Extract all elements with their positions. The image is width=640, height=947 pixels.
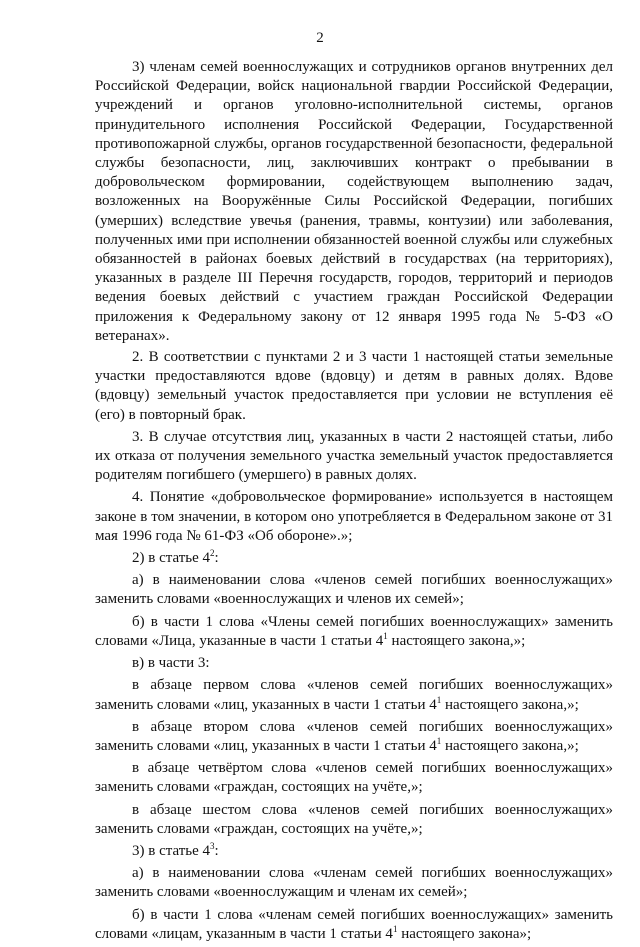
paragraph: в) в части 3: [132, 655, 210, 672]
paragraph: а) в наименовании слова «членов семей погибших военнослужащих» заменить словами «военнослужащих и членов их семей»; [95, 572, 613, 608]
paragraph: в абзаце первом слова «членов семей погибших военнослужащих» заменить словами «лиц, указанных в части 1 статьи $4^1$ настоящего закона,»; [95, 677, 613, 713]
paragraph: в абзаце четвёртом слова «членов семей погибших военнослужащих» заменить словами «граждан, состоящих на учёте,»; [95, 760, 613, 796]
document-body [95, 58, 613, 947]
page-number: 2 [316, 30, 324, 46]
paragraph: 4. Понятие «добровольческое формирование» используется в настоящем законе в том значении, в котором оно употребляется в Федеральном законе от 31 мая 1996 года № 61-ФЗ «Об обороне».»; [95, 489, 613, 544]
paragraph: а) в наименовании слова «членам семей погибших военнослужащих» заменить словами «военнослужащим и членам их семей»; [95, 865, 613, 901]
paragraph: 3) членам семей военнослужащих и сотрудников органов внутренних дел Российской Федерации, войск национальной гвардии Российской Федерации, учреждений и органов уголовно-исполнительной системы, органов принудительного исполнения Российской Федерации, Государственной противопожарной службы, органов государственной безопасности, федеральной службы безопасности, лиц, заключивших контракт о пребывании в добровольческом формировании, содействующем выполнению задач, возложенных на Вооружённые Силы Российской Федерации, погибших (умерших) вследствие увечья (ранения, травмы, контузии) или заболевания, полученных ими при исполнении обязанностей военной службы или служебных обязанностей в районах боевых действий в государствах (на территориях), указанных в разделе III Перечня государств, городов, территорий и периодов ведения боевых действий с участием граждан Российской Федерации приложения к Федеральному закону от 12 января 1995 года № 5-ФЗ «О ветеранах». [95, 59, 613, 344]
paragraph: 2) в статье $4^2$: [132, 548, 219, 567]
paragraph: 3) в статье $4^3$: [132, 840, 219, 859]
paragraph: в абзаце шестом слова «членов семей погибших военнослужащих» заменить словами «граждан, состоящих на учёте,»; [95, 801, 613, 837]
paragraph: в абзаце втором слова «членов семей погибших военнослужащих» заменить словами «лиц, указанных в части 1 статьи $4^1$ настоящего закона,»; [95, 718, 613, 754]
paragraph: б) в части 1 слова «членам семей погибших военнослужащих» заменить словами «лицам, указанным в части 1 статьи $4^1$ настоящего закона»; [95, 906, 613, 942]
paragraph: б) в части 1 слова «Члены семей погибших военнослужащих» заменить словами «Лица, указанные в части 1 статьи $4^1$ настоящего закона,»; [95, 613, 613, 649]
paragraph: 3. В случае отсутствия лиц, указанных в части 2 настоящей статьи, либо их отказа от получения земельного участка земельный участок предоставляется родителям погибшего (умершего) в равных долях. [95, 428, 613, 484]
paragraph: 2. В соответствии с пунктами 2 и 3 части 1 настоящей статьи земельные участки предоставляются вдове (вдовцу) и детям в равных долях. Вдове (вдовцу) земельный участок предоставляется при условии не вступления её (его) в повторный брак. [95, 349, 613, 423]
